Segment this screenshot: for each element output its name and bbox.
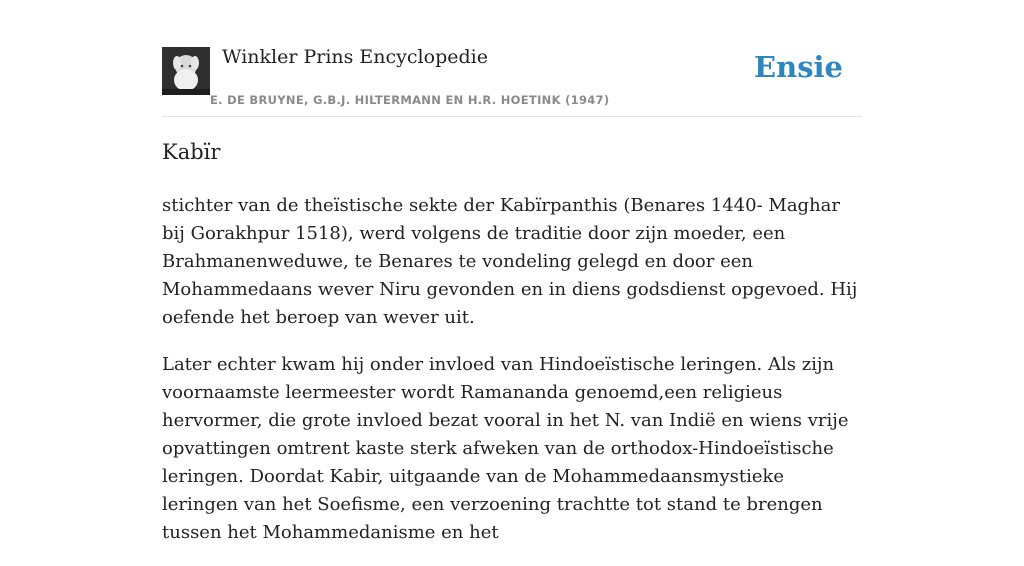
publication-title[interactable]: Winkler Prins Encyclopedie [222,46,488,68]
article-paragraph: stichter van de theïstische sekte der Kabïrpanthis (Benares 1440- Maghar bij Gorakhpur 1518), werd volgens de traditie door zijn moeder, een Brahmanenweduwe, te Benares te vondeling gelegd en door een Mohammedaans wever Niru gevonden en in diens godsdienst opgevoed. Hij oefende het beroep van wever uit. [162,195,858,328]
avatar[interactable] [162,47,210,95]
brand-logo-link[interactable]: Ensie [754,50,843,84]
article-paragraph: Later echter kwam hij onder invloed van Hindoeïstische leringen. Als zijn voornaamste leermeester wordt Ramananda genoemd,een religieus hervormer, die grote invloed bezat vooral in het N. van Indië en wiens vrije opvattingen omtrent kaste sterk afweken van de orthodox-Hindoeïstische leringen. Doordat Kabir, uitgaande van de Mohammedaansmystieke leringen van het Soefisme, een verzoening trachtte tot stand te brengen tussen het Mohammedanisme en het [162,354,849,543]
article-body [162,192,862,566]
article-title: Kabïr [162,140,221,164]
publication-authors: E. DE BRUYNE, G.B.J. HILTERMANN EN H.R. HOETINK (1947) [210,93,610,107]
publication-header [162,46,862,117]
author-portrait-icon [162,47,210,95]
